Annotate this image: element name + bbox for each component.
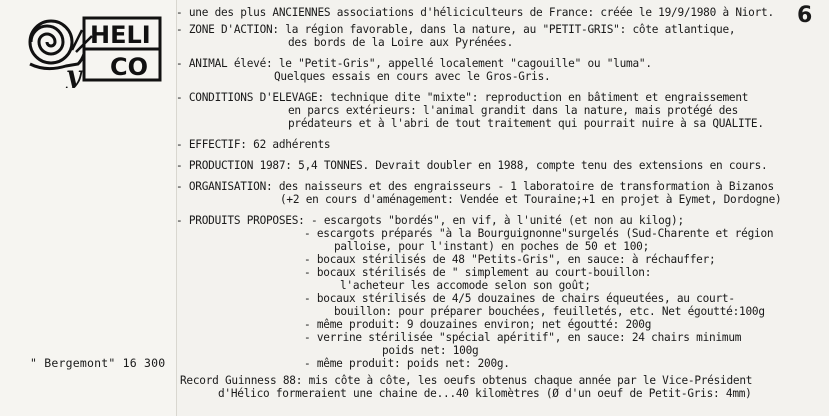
text-line: en parcs extérieurs: l'animal grandit dans la nature, mais protégé des (288, 104, 739, 117)
text-line: - ANIMAL élevé: le "Petit-Gris", appellé localement "cagouille" ou "luma". (176, 57, 652, 70)
footer-address: " Bergemont" 16 300 (30, 356, 166, 370)
text-line: - PRODUITS PROPOSES: - escargots "bordés", en vif, à l'unité (et non au kilog); (176, 214, 684, 227)
text-line: prédateurs et à l'abri de tout traitement qui pourrait nuire à sa QUALITE. (288, 117, 764, 130)
text-line: - ZONE D'ACTION: la région favorable, dans la nature, au "PETIT-GRIS": côte atlantique, (176, 23, 736, 36)
logo-word-co: CO (110, 53, 149, 81)
helico-snail-logo (26, 14, 164, 88)
text-line: - bocaux stérilisés de " simplement au court-bouillon: (304, 266, 652, 279)
text-line: - verrine stérilisée "spécial apéritif", en sauce: 24 chairs minimum (304, 331, 742, 344)
logo-script-y: y (66, 61, 82, 88)
document-body (176, 3, 816, 400)
text-line: - ORGANISATION: des naisseurs et des engraisseurs - 1 laboratoire de transformation à Bizanos (176, 180, 774, 193)
text-line: - bocaux stérilisés de 4/5 douzaines de chairs équeutées, au court- (304, 292, 735, 305)
text-line: - même produit: 9 douzaines environ; net égoutté: 200g (304, 318, 652, 331)
text-line: Quelques essais en cours avec le Gros-Gris. (274, 70, 551, 83)
text-line: - bocaux stérilisés de 48 "Petits-Gris", en sauce: à réchauffer; (304, 253, 716, 266)
left-margin-column (0, 0, 177, 416)
text-line: d'Hélico formeraient une chaine de...40 kilomètres (Ø d'un oeuf de Petit-Gris: 4mm) (218, 387, 752, 400)
page-number: 6 (797, 3, 813, 28)
text-line: - escargots préparés "à la Bourguignonne"surgelés (Sud-Charente et région (304, 227, 774, 240)
text-line: palloise, pour l'instant) en poches de 50 et 100; (334, 240, 650, 253)
text-line: - une des plus ANCIENNES associations d'héliciculteurs de France: créée le 19/9/1980 à Niort. (176, 6, 774, 19)
text-line: bouillon: pour préparer bouchées, feuilletés, etc. Net égoutté:100g (334, 305, 765, 318)
text-line: - même produit: poids net: 200g. (304, 357, 510, 370)
text-line: poids net: 100g (382, 344, 479, 357)
text-line: - PRODUCTION 1987: 5,4 TONNES. Devrait doubler en 1988, compte tenu des extensions en cours. (176, 159, 768, 172)
text-line: des bords de la Loire aux Pyrénées. (288, 36, 514, 49)
text-line: l'acheteur les accomode selon son goût; (340, 279, 591, 292)
text-line: - EFFECTIF: 62 adhérents (176, 138, 331, 151)
text-line: Record Guinness 88: mis côte à côte, les oeufs obtenus chaque année par le Vice-Président (180, 374, 753, 387)
logo-word-heli: HELI (90, 21, 151, 49)
text-line: (+2 en cours d'aménagement: Vendée et Touraine;+1 en projet à Eymet, Dordogne) (280, 193, 782, 206)
text-line: - CONDITIONS D'ELEVAGE: technique dite "mixte": reproduction en bâtiment et engraissement (176, 91, 749, 104)
